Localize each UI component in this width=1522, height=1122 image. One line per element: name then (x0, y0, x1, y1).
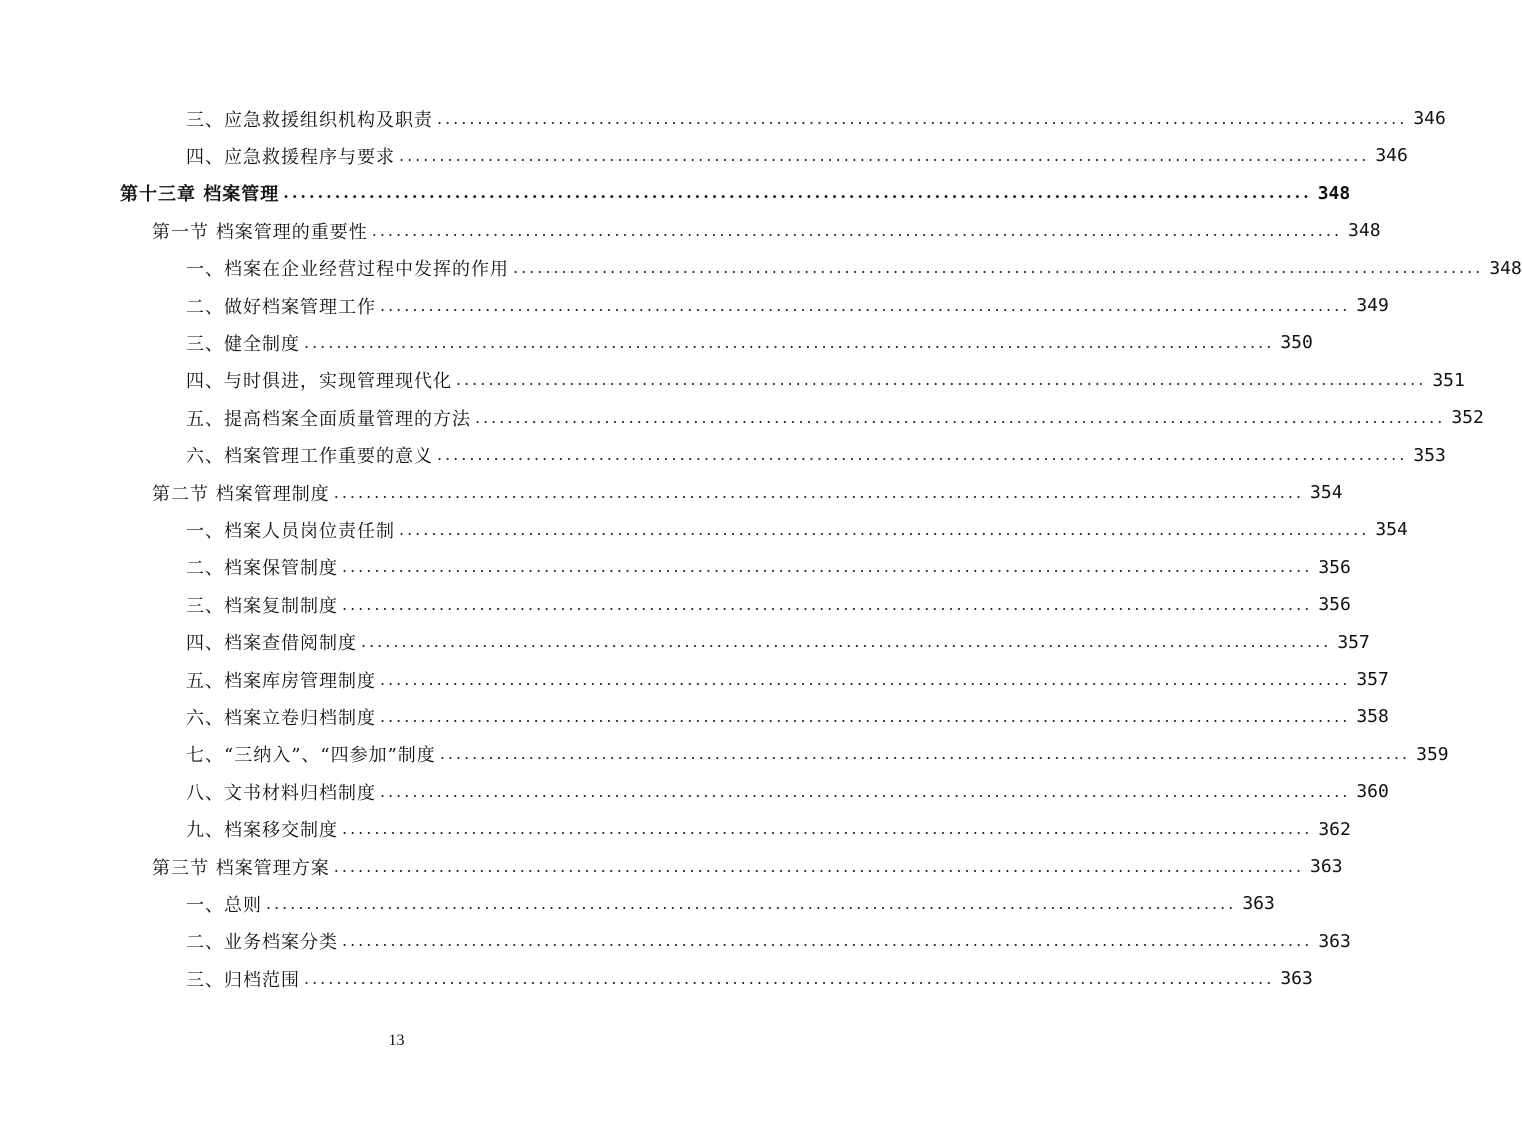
toc-page-number: 356 (1318, 556, 1351, 578)
toc-title: 八、文书材料归档制度 (186, 782, 376, 804)
dot-leader: ........................................................................................................................ (371, 220, 1343, 240)
toc-item (186, 362, 1465, 399)
toc-item (186, 885, 1275, 922)
toc-item (186, 960, 1313, 997)
dot-leader: ........................................................................................................................ (513, 258, 1484, 278)
dot-leader: ........................................................................................................................ (437, 108, 1408, 128)
dot-leader: ........................................................................................................................ (437, 445, 1408, 465)
toc-page-number: 346 (1375, 145, 1408, 167)
dot-leader: ........................................................................................................................ (333, 482, 1305, 502)
dot-leader: ........................................................................................................................ (380, 295, 1351, 315)
toc-item (186, 586, 1351, 623)
toc-title: 四、与时俱进，实现管理现代化 (186, 371, 452, 393)
toc-item (186, 624, 1370, 661)
dot-leader: ........................................................................................................................ (342, 931, 1313, 951)
toc-title: 七、“三纳入”、“四参加”制度 (186, 745, 436, 767)
toc-title: 六、档案管理工作重要的意义 (186, 446, 433, 468)
toc-title: 二、业务档案分类 (186, 932, 338, 954)
toc-item (186, 661, 1389, 698)
dot-leader: ........................................................................................................................ (304, 968, 1275, 988)
toc-item (186, 511, 1408, 548)
dot-leader: ........................................................................................................................ (333, 856, 1305, 876)
toc-page-number: 348 (1489, 257, 1522, 279)
toc-title: 五、档案库房管理制度 (186, 670, 376, 692)
toc-page-number: 363 (1280, 968, 1313, 990)
toc-title: 三、归档范围 (186, 969, 300, 991)
dot-leader: ........................................................................................................................ (380, 669, 1351, 689)
toc-title: 第十三章 档案管理 (120, 184, 280, 206)
toc-title: 第三节 档案管理方案 (152, 857, 330, 879)
toc-page-number: 363 (1318, 930, 1351, 952)
toc-page-number: 351 (1432, 369, 1465, 391)
page-number: 13 (388, 1032, 405, 1049)
toc-page-number: 352 (1451, 407, 1484, 429)
toc-page-number: 354 (1310, 482, 1343, 503)
toc-title: 一、总则 (186, 894, 262, 916)
toc-item (186, 549, 1351, 586)
toc-page-number: 358 (1356, 706, 1389, 728)
toc-title: 三、档案复制制度 (186, 595, 338, 617)
toc-page-number: 357 (1356, 669, 1389, 690)
toc-page-number: 350 (1280, 332, 1313, 354)
toc-title: 第二节 档案管理制度 (152, 483, 330, 505)
toc-item (186, 100, 1446, 137)
toc-item (186, 736, 1449, 773)
toc-title: 四、档案查借阅制度 (186, 633, 357, 655)
dot-leader: ........................................................................................................................ (456, 370, 1427, 390)
toc-title: 一、档案在企业经营过程中发挥的作用 (186, 259, 509, 281)
dot-leader: ........................................................................................................................ (361, 632, 1332, 652)
toc-page-number: 357 (1337, 631, 1370, 653)
toc-item (186, 287, 1389, 324)
toc-title: 六、档案立卷归档制度 (186, 707, 376, 729)
dot-leader: ........................................................................................................................ (342, 557, 1313, 577)
toc-section (152, 848, 1343, 885)
toc-page-number: 349 (1356, 295, 1389, 316)
toc-title: 九、档案移交制度 (186, 820, 338, 842)
toc-page-number: 356 (1318, 594, 1351, 616)
toc-page-number: 359 (1416, 743, 1449, 765)
toc-title: 三、健全制度 (186, 333, 300, 355)
dot-leader: ........................................................................................................................ (342, 594, 1313, 614)
toc-item (186, 250, 1522, 287)
toc-item (186, 324, 1313, 361)
toc-page-number: 346 (1413, 108, 1446, 129)
toc-section (152, 474, 1343, 511)
dot-leader: ........................................................................................................................ (399, 145, 1370, 165)
toc-title: 第一节 档案管理的重要性 (152, 221, 368, 243)
toc-item (186, 137, 1408, 174)
toc-page-number: 363 (1242, 893, 1275, 915)
dot-leader: ........................................................................................................................ (439, 744, 1411, 764)
toc-page-number: 362 (1318, 818, 1351, 840)
toc-title: 三、应急救援组织机构及职责 (186, 109, 433, 131)
toc-page-number: 354 (1375, 519, 1408, 541)
toc-item (186, 811, 1351, 848)
dot-leader: ........................................................................................................................ (304, 332, 1275, 352)
toc-title: 二、做好档案管理工作 (186, 296, 376, 318)
toc-title: 一、档案人员岗位责任制 (186, 520, 395, 542)
toc-section (152, 212, 1381, 249)
toc-title: 二、档案保管制度 (186, 558, 338, 580)
dot-leader: ........................................................................................................................ (475, 407, 1446, 427)
toc-item (186, 399, 1484, 436)
dot-leader: ........................................................................................................................ (380, 706, 1351, 726)
toc-item (186, 698, 1389, 735)
dot-leader: ........................................................................................................................ (399, 519, 1370, 539)
toc-page-number: 360 (1356, 781, 1389, 803)
toc-title: 五、提高档案全面质量管理的方法 (186, 408, 471, 430)
toc-item (186, 437, 1446, 474)
dot-leader: ........................................................................................................................ (283, 183, 1312, 203)
toc-page-number: 363 (1310, 856, 1343, 877)
toc-title: 四、应急救援程序与要求 (186, 146, 395, 168)
dot-leader: ........................................................................................................................ (266, 893, 1237, 913)
dot-leader: ........................................................................................................................ (380, 781, 1351, 801)
toc-page-number: 348 (1348, 220, 1381, 242)
toc-page-number: 348 (1317, 182, 1351, 204)
dot-leader: ........................................................................................................................ (342, 819, 1313, 839)
toc-item (186, 923, 1351, 960)
toc-item (186, 773, 1389, 810)
toc-chapter (120, 175, 1351, 212)
toc-page-number: 353 (1413, 444, 1446, 466)
